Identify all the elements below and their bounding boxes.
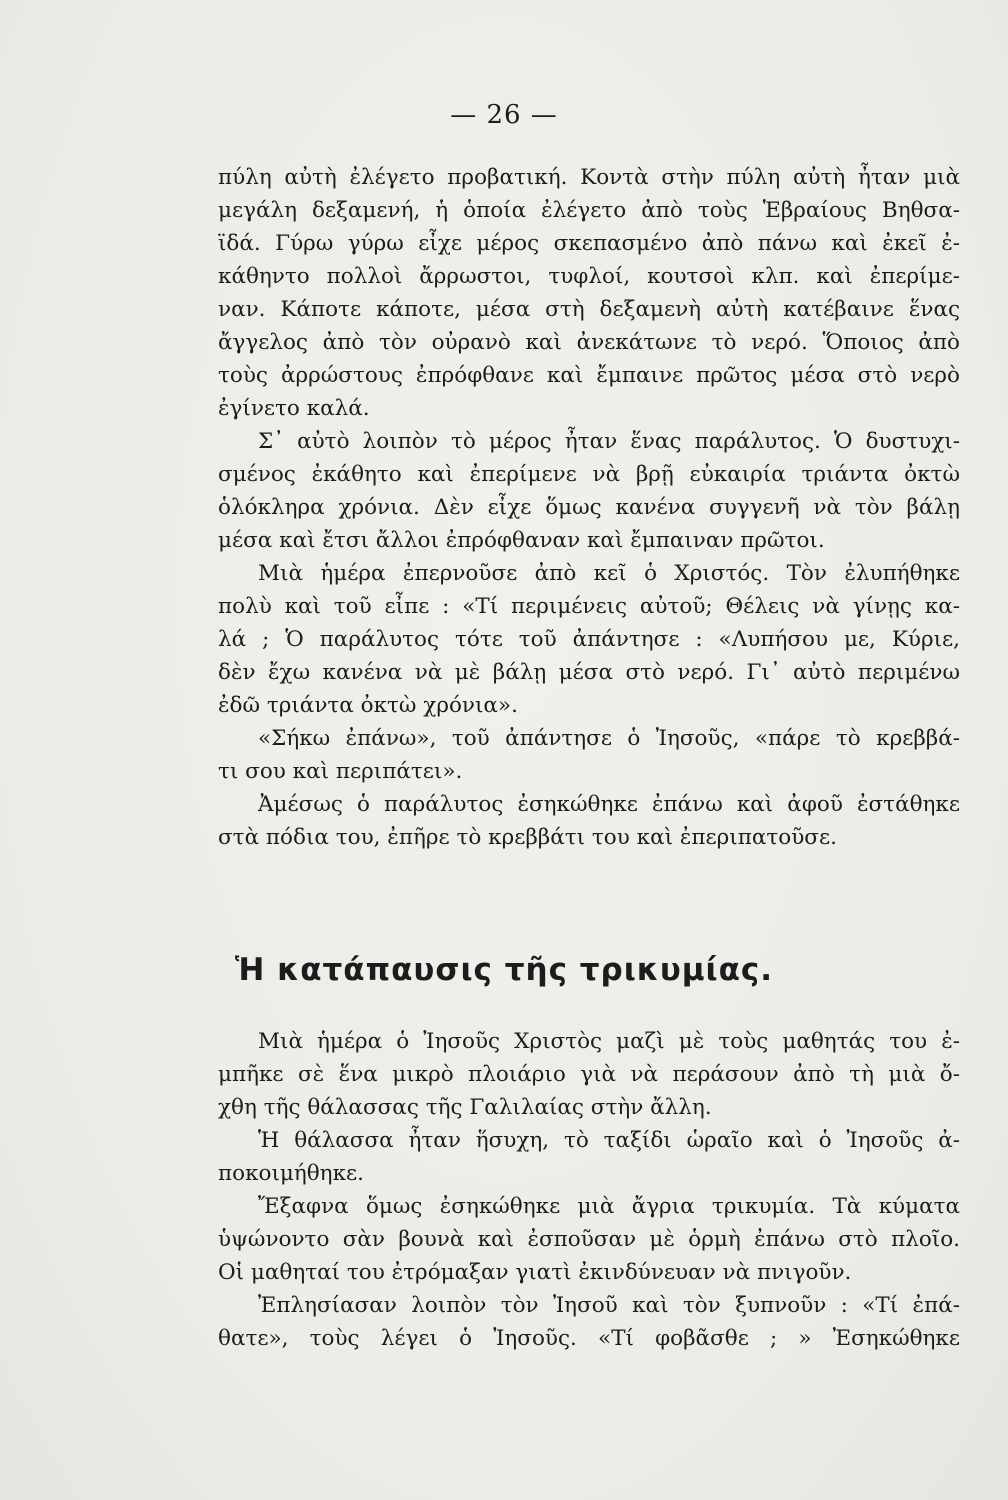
text-line: πολὺ καὶ τοῦ εἶπε : «Τί περιμένεις αὐτοῦ; Θέλεις νὰ γίνῃς κα- bbox=[218, 594, 960, 619]
text-line: Ἡ θάλασσα ἦταν ἥσυχη, τὸ ταξίδι ὡραῖο καὶ ὁ Ἰησοῦς ἀ- bbox=[258, 1128, 960, 1153]
text-line: τοὺς ἀρρώστους ἐπρόφθανε καὶ ἔμπαινε πρῶτος μέσα στὸ νερὸ bbox=[218, 363, 960, 388]
text-line: μπῆκε σὲ ἕνα μικρὸ πλοιάριο γιὰ νὰ περάσουν ἀπὸ τὴ μιὰ ὄ- bbox=[218, 1062, 960, 1087]
text-line: ὁλόκληρα χρόνια. Δὲν εἶχε ὅμως κανένα συγγενῆ νὰ τὸν βάλῃ bbox=[218, 495, 960, 520]
text-line: ἄγγελος ἀπὸ τὸν οὐρανὸ καὶ ἀνεκάτωνε τὸ νερό. Ὅποιος ἀπὸ bbox=[218, 330, 960, 355]
text-line: μεγάλη δεξαμενή, ἡ ὁποία ἐλέγετο ἀπὸ τοὺς Ἑβραίους Βηθσα- bbox=[218, 198, 960, 223]
text-line: Ἀμέσως ὁ παράλυτος ἐσηκώθηκε ἐπάνω καὶ ἀφοῦ ἐστάθηκε bbox=[258, 792, 960, 817]
text-line: στὰ πόδια του, ἐπῆρε τὸ κρεββάτι του καὶ ἐπεριπατοῦσε. bbox=[218, 825, 837, 850]
text-line: δὲν ἔχω κανένα νὰ μὲ βάλῃ μέσα στὸ νερό. Γι᾿ αὐτὸ περιμένω bbox=[218, 660, 960, 685]
text-line: ϊδά. Γύρω γύρω εἶχε μέρος σκεπασμένο ἀπὸ πάνω καὶ ἐκεῖ ἐ- bbox=[218, 231, 960, 256]
text-line: χθη τῆς θάλασσας τῆς Γαλιλαίας στὴν ἄλλη. bbox=[218, 1095, 712, 1120]
text-line: μέσα καὶ ἔτσι ἄλλοι ἐπρόφθαναν καὶ ἔμπαιναν πρῶτοι. bbox=[218, 528, 825, 553]
text-line: ἐδῶ τριάντα ὀκτὼ χρόνια». bbox=[218, 693, 518, 718]
text-line: Μιὰ ἡμέρα ὁ Ἰησοῦς Χριστὸς μαζὶ μὲ τοὺς μαθητάς του ἐ- bbox=[258, 1029, 960, 1054]
text-line: τι σου καὶ περιπάτει». bbox=[218, 759, 463, 784]
body-text-bottom bbox=[218, 1025, 960, 1355]
text-line: Σ᾿ αὐτὸ λοιπὸν τὸ μέρος ἦταν ἕνας παράλυτος. Ὁ δυστυχι- bbox=[258, 429, 960, 454]
text-line: λά ; Ὁ παράλυτος τότε τοῦ ἀπάντησε : «Λυπήσου με, Κύριε, bbox=[218, 627, 960, 652]
text-line: Οἱ μαθηταί του ἐτρόμαξαν γιατὶ ἐκινδύνευαν νὰ πνιγοῦν. bbox=[218, 1260, 852, 1285]
text-line: «Σήκω ἐπάνω», τοῦ ἀπάντησε ὁ Ἰησοῦς, «πάρε τὸ κρεββά- bbox=[258, 726, 960, 751]
text-line: Μιὰ ἡμέρα ἐπερνοῦσε ἀπὸ κεῖ ὁ Χριστός. Τὸν ἐλυπήθηκε bbox=[258, 561, 960, 586]
page-number: — 26 — bbox=[450, 100, 558, 130]
text-line: Ἔξαφνα ὅμως ἐσηκώθηκε μιὰ ἄγρια τρικυμία. Τὰ κύματα bbox=[258, 1194, 960, 1219]
text-line: πύλη αὐτὴ ἐλέγετο προβατική. Κοντὰ στὴν πύλη αὐτὴ ἦταν μιὰ bbox=[218, 165, 960, 190]
text-line: Ἐπλησίασαν λοιπὸν τὸν Ἰησοῦ καὶ τὸν ξυπνοῦν : «Τί ἐπά- bbox=[258, 1293, 960, 1318]
text-line: θατε», τοὺς λέγει ὁ Ἰησοῦς. «Τί φοβᾶσθε ; » Ἐσηκώθηκε bbox=[218, 1326, 960, 1351]
section-heading: Ἡ κατάπαυσις τῆς τρικυμίας. bbox=[234, 952, 774, 988]
text-line: σμένος ἐκάθητο καὶ ἐπερίμενε νὰ βρῇ εὐκαιρία τριάντα ὀκτὼ bbox=[218, 462, 960, 487]
body-text-top bbox=[218, 161, 960, 854]
text-line: ναν. Κάποτε κάποτε, μέσα στὴ δεξαμενὴ αὐτὴ κατέβαινε ἕνας bbox=[218, 297, 960, 322]
text-line: ἐγίνετο καλά. bbox=[218, 396, 370, 421]
text-line: ποκοιμήθηκε. bbox=[218, 1161, 364, 1186]
text-line: ὑψώνοντο σὰν βουνὰ καὶ ἐσποῦσαν μὲ ὁρμὴ ἐπάνω στὸ πλοῖο. bbox=[218, 1227, 960, 1252]
text-line: κάθηντο πολλοὶ ἄρρωστοι, τυφλοί, κουτσοὶ κλπ. καὶ ἐπερίμε- bbox=[218, 264, 960, 289]
